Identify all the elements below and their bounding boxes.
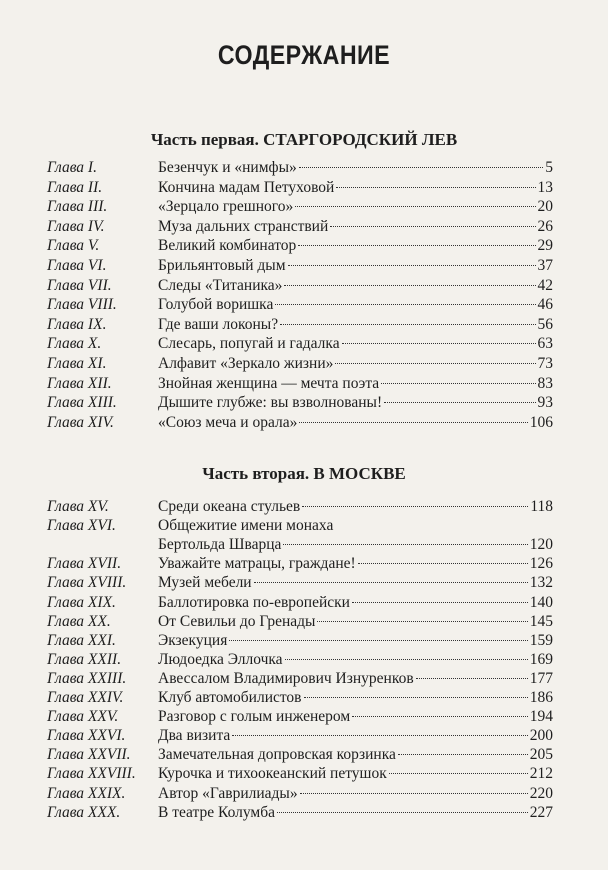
page-number: 194 [529,708,553,726]
chapter-title: Разговор с голым инженером [158,708,351,726]
chapter-entry [158,217,553,237]
page-number: 46 [537,296,553,314]
chapter-number: Глава IV. [47,217,105,235]
chapter-entry [158,535,553,555]
toc-entry [47,393,553,413]
page-number: 93 [537,394,553,412]
page-number: 140 [529,593,553,611]
chapter-title: Замечательная допровская корзинка [158,746,396,764]
toc-entry [47,497,553,517]
chapter-title: Экзекуция [158,631,228,649]
dot-leader [298,245,535,246]
toc-entry [47,158,553,178]
chapter-entry [158,354,553,374]
toc-entry [47,707,553,727]
dot-leader [381,383,535,384]
dot-leader [300,793,528,794]
dot-leader [275,304,535,305]
page-number: 132 [529,574,553,592]
chapter-title: Знойная женщина — мечта поэта [158,374,380,392]
chapter-title: Автор «Гаврилиады» [158,784,298,802]
page-number: 177 [529,669,553,687]
chapter-number: Глава VII. [47,276,112,294]
chapter-title: Баллотировка по-европейски [158,593,350,611]
chapter-title: Безенчук и «нимфы» [158,159,297,176]
toc-entry [47,631,553,651]
toc-entry [47,256,553,276]
chapter-title: Людоедка Эллочка [158,650,283,668]
dot-leader [280,324,535,325]
dot-leader [284,285,535,286]
chapter-number: Глава XXIV. [47,689,124,706]
page-number: 29 [537,237,553,255]
page-number: 56 [537,315,553,333]
toc-entry [47,295,553,315]
chapter-title: Музей мебели [158,574,252,592]
chapter-number: Глава XXIII. [47,669,127,687]
chapter-entry [158,374,553,394]
toc-entry [47,688,553,708]
chapter-entry [158,784,553,804]
dot-leader [283,544,527,545]
chapter-number: Глава XIV. [47,413,114,431]
page-number: 120 [529,536,553,554]
chapter-entry [158,650,553,670]
chapter-entry [158,554,553,574]
chapter-entry [158,334,553,354]
chapter-entry [158,726,553,746]
chapter-entry [158,573,553,593]
toc-entry [47,612,553,632]
chapter-number: Глава XXVIII. [47,765,136,783]
dot-leader [299,167,544,168]
toc-entry [47,535,553,555]
page-number: 73 [537,355,553,372]
dot-leader [335,363,535,364]
chapter-title: Бертольда Шварца [158,536,282,554]
toc-entry [47,413,553,433]
dot-leader [288,265,536,266]
chapter-entry [158,631,553,651]
chapter-number: Глава XX. [47,612,111,630]
chapter-number: Глава XVI. [47,517,116,535]
chapter-entry [158,745,553,765]
chapter-number: Глава VI. [47,257,107,274]
chapter-entry [158,178,553,198]
dot-leader [254,582,528,583]
page-title: СОДЕРЖАНИЕ [217,40,391,70]
page-number: 63 [537,335,553,353]
chapter-entry [158,764,553,784]
chapter-entry [158,803,553,823]
chapter-title: Дышите глубже: вы взволнованы! [158,394,383,412]
dot-leader [342,343,536,344]
chapter-number: Глава XXI. [47,631,116,649]
page-number: 220 [529,784,553,802]
chapter-number: Глава XIII. [47,394,117,412]
toc-entry [47,315,553,335]
chapter-title: Брильянтовый дым [158,257,286,274]
chapter-title: От Севильи до Гренады [158,612,316,630]
dot-leader [299,422,527,423]
chapter-title: Где ваши локоны? [158,315,279,333]
toc-entry [47,276,553,296]
chapter-number: Глава XXIX. [47,784,126,802]
page-number: 106 [529,413,553,431]
chapter-entry [158,295,553,315]
chapter-title: Голубой воришка [158,296,274,314]
chapter-title: Авессалом Владимирович Изнуренков [158,669,414,687]
dot-leader [336,187,535,188]
chapter-number: Глава XI. [47,355,107,372]
chapter-number: Глава XV. [47,498,109,515]
dot-leader [358,563,528,564]
toc-entry [47,669,553,689]
toc-entry [47,334,553,354]
chapter-title: Среди океана стульев [158,498,301,515]
chapter-number: Глава XXVI. [47,727,126,745]
dot-leader [352,716,528,717]
toc-entry [47,178,553,198]
part-heading-1: Часть первая. СТАРГОРОДСКИЙ ЛЕВ [150,130,458,149]
chapter-entry [158,158,553,178]
chapter-title: В театре Колумба [158,803,275,821]
dot-leader [285,659,528,660]
chapter-number: Глава XXX. [47,803,121,821]
chapter-title: Курочка и тихоокеанский петушок [158,765,387,783]
chapter-entry [158,707,553,727]
toc-entry [47,726,553,746]
chapter-title: Клуб автомобилистов [158,689,302,706]
toc-entry [47,554,553,574]
chapter-number: Глава V. [47,237,100,255]
chapter-title: Муза дальних странствий [158,217,329,235]
toc-entry [47,764,553,784]
dot-leader [389,773,528,774]
page-number: 227 [529,803,553,821]
chapter-number: Глава XXII. [47,650,122,668]
page-number: 126 [529,555,553,573]
chapter-entry [158,593,553,613]
chapter-title: Следы «Титаника» [158,276,283,294]
page-number: 20 [537,198,553,216]
toc-entry [47,803,553,823]
chapter-title: Два визита [158,727,231,745]
dot-leader [330,226,535,227]
toc-entry [47,516,553,536]
page-number: 37 [537,257,553,274]
dot-leader [384,402,535,403]
chapter-entry [158,236,553,256]
part-heading-2: Часть вторая. В МОСКВЕ [202,464,406,483]
chapter-number: Глава VIII. [47,296,117,314]
chapter-number: Глава III. [47,198,108,216]
chapter-title: Уважайте матрацы, граждане! [158,555,356,573]
page-number: 205 [529,746,553,764]
chapter-title: Великий комбинатор [158,237,297,255]
chapter-entry [158,497,553,517]
dot-leader [277,812,528,813]
chapter-number: Глава IX. [47,315,107,333]
chapter-number: Глава XXVII. [47,746,131,764]
toc-entry [47,374,553,394]
page-number: 13 [537,178,553,196]
chapter-number: Глава X. [47,335,102,353]
chapter-entry [158,197,553,217]
chapter-entry [158,413,553,433]
page-number: 83 [537,374,553,392]
chapter-entry [158,393,553,413]
toc-entry [47,650,553,670]
chapter-entry [158,516,553,536]
chapter-number: Глава I. [47,159,97,176]
chapter-entry [158,669,553,689]
page-number: 159 [529,631,553,649]
toc-entry [47,217,553,237]
chapter-number: Глава XXV. [47,708,119,726]
chapter-title: «Союз меча и орала» [158,413,298,431]
chapter-title: Общежитие имени монаха [158,517,334,535]
dot-leader [232,735,527,736]
page-number: 212 [529,765,553,783]
chapter-number: Глава II. [47,178,103,196]
dot-leader [398,754,528,755]
chapter-entry [158,315,553,335]
toc-entry [47,354,553,374]
chapter-number: Глава XVII. [47,555,122,573]
page-number: 200 [529,727,553,745]
toc-entry [47,197,553,217]
chapter-title: Алфавит «Зеркало жизни» [158,355,334,372]
chapter-number: Глава XVIII. [47,574,127,592]
dot-leader [416,678,528,679]
chapter-title: Слесарь, попугай и гадалка [158,335,340,353]
page-number: 145 [529,612,553,630]
toc-entry [47,745,553,765]
dot-leader [304,697,528,698]
toc-entry [47,573,553,593]
chapter-title: «Зерцало грешного» [158,198,294,216]
toc-entry [47,236,553,256]
dot-leader [352,602,528,603]
chapter-entry [158,276,553,296]
dot-leader [295,206,535,207]
chapter-number: Глава XIX. [47,593,116,611]
dot-leader [317,621,527,622]
toc-entry [47,784,553,804]
chapter-title: Кончина мадам Петуховой [158,178,335,196]
page-number: 169 [529,650,553,668]
page-number: 118 [530,498,553,515]
dot-leader [302,506,528,507]
chapter-number: Глава XII. [47,374,112,392]
dot-leader [229,640,527,641]
page-number: 186 [529,689,553,706]
page-number: 5 [545,159,553,176]
chapter-entry [158,256,553,276]
toc-entry [47,593,553,613]
chapter-entry [158,612,553,632]
page-number: 42 [537,276,553,294]
page-number: 26 [537,217,553,235]
chapter-entry [158,688,553,708]
